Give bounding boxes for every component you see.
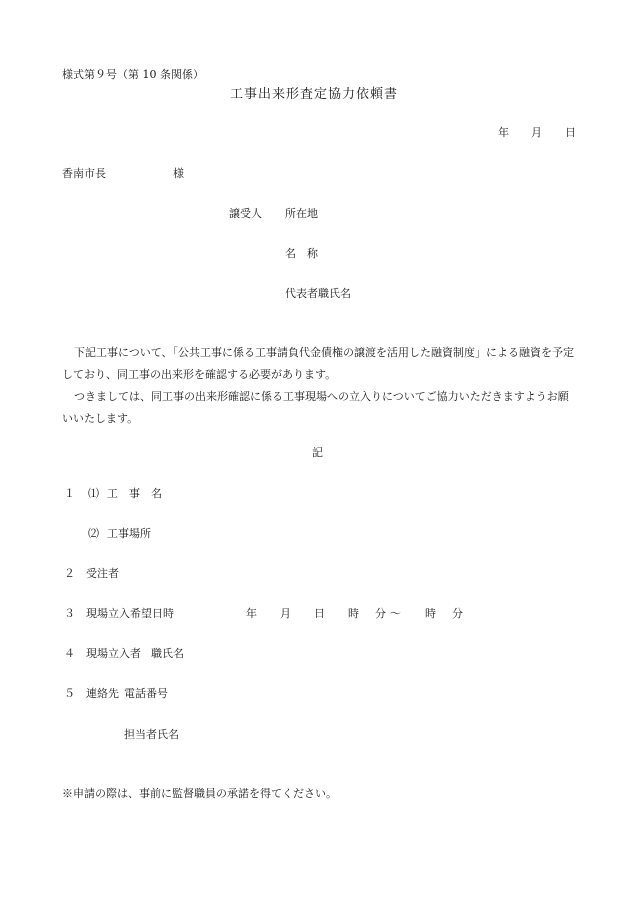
item-3-day: 日 <box>314 607 325 620</box>
item-5-person-in-charge-label: 担当者氏名 <box>124 728 179 741</box>
item-3-year: 年 <box>246 607 257 620</box>
item-3-month: 月 <box>280 607 291 620</box>
date-year: 年 <box>498 126 509 139</box>
item-1-construction-site-label: 工事場所 <box>107 527 151 540</box>
item-5-phone-label: 電話番号 <box>124 687 168 700</box>
date-day: 日 <box>565 126 576 139</box>
sender-name-label: 名 称 <box>285 247 318 260</box>
item-3-number: ３ <box>64 607 75 620</box>
item-1-number: １ <box>64 487 75 500</box>
addressee-name: 香南市長 <box>62 167 106 180</box>
footer-note: ※申請の際は、事前に監督職員の承諾を得てください。 <box>62 787 337 800</box>
addressee-honorific: 様 <box>173 167 184 180</box>
item-1-construction-name-label: 工 事 名 <box>107 487 162 500</box>
item-3-tilde: ～ <box>390 607 401 620</box>
item-5-contact-label: 連絡先 <box>86 687 119 700</box>
form-number: 様式第９号（第 10 条関係） <box>62 68 204 81</box>
item-1-sub2-marker: ⑵ <box>88 527 99 540</box>
item-4-number: ４ <box>64 647 75 660</box>
document-title: 工事出来形査定協力依頼書 <box>230 87 399 102</box>
sender-label: 譲受人 <box>229 207 262 220</box>
item-3-hour: 時 <box>348 607 359 620</box>
item-1-sub1-marker: ⑴ <box>88 487 99 500</box>
item-3-minute-end: 分 <box>452 607 463 620</box>
sender-address-label: 所在地 <box>285 207 318 220</box>
body-paragraph-1: 下記工事について、「公共工事に係る工事請負代金債権の譲渡を活用した融資制度」による融資を予定しており、同工事の出来形を確認する必要があります。 <box>62 346 575 381</box>
body-paragraph-2: つきましては、同工事の出来形確認に係る工事現場への立入りについてご協力いただきますようお願いいたします。 <box>62 390 569 425</box>
ki-heading: 記 <box>312 446 323 459</box>
item-5-number: ５ <box>64 687 75 700</box>
item-2-contractor-label: 受注者 <box>86 567 119 580</box>
item-4-title-name-label: 職氏名 <box>151 647 184 660</box>
item-3-minute: 分 <box>375 607 386 620</box>
item-4-site-visitor-label: 現場立入者 <box>86 647 141 660</box>
item-3-entry-datetime-label: 現場立入希望日時 <box>86 607 174 620</box>
date-month: 月 <box>531 126 542 139</box>
item-2-number: ２ <box>64 567 75 580</box>
item-3-hour-end: 時 <box>425 607 436 620</box>
sender-rep-label: 代表者職氏名 <box>285 287 351 300</box>
